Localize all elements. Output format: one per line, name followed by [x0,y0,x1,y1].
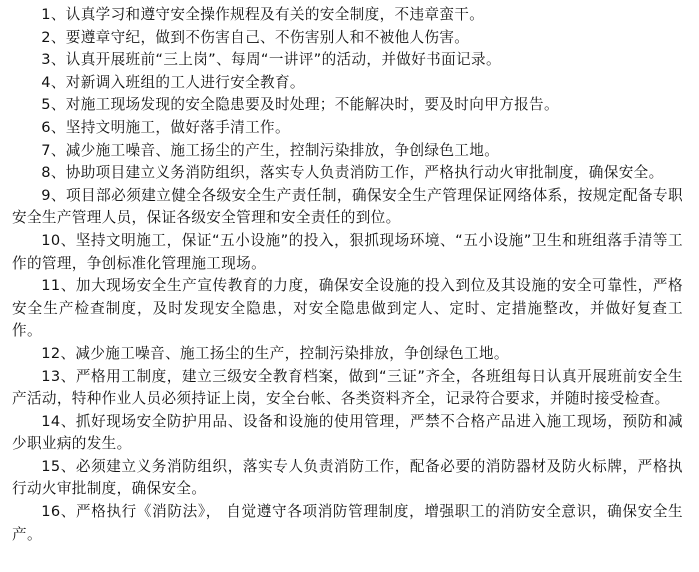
paragraph-7: 7、减少施工噪音、施工扬尘的产生，控制污染排放，争创绿色工地。 [41,141,500,159]
paragraph-11: 11、加大现场安全生产宣传教育的力度，确保安全设施的投入到位及其设施的安全可靠性，严格安全生产检查制度，及时发现安全隐患，对安全隐患做到定人、定时、定措施整改，并做好复查工作。 [12,277,683,340]
paragraph-6: 6、坚持文明施工，做好落手清工作。 [41,118,290,136]
paragraph-12: 12、减少施工噪音、施工扬尘的生产，控制污染排放，争创绿色工地。 [41,344,509,362]
paragraph-10: 10、坚持文明施工，保证“五小设施”的投入，狠抓现场环境、“五小设施”卫生和班组落手清等工作的管理，争创标准化管理施工现场。 [12,231,683,272]
paragraph-5: 5、对施工现场发现的安全隐患要及时处理；不能解决时，要及时向甲方报告。 [41,96,559,114]
paragraph-8: 8、协助项目建立义务消防组织，落实专人负责消防工作，严格执行动火审批制度，确保安全。 [41,164,664,182]
paragraph-3: 3、认真开展班前“三上岗”、每周“一讲评”的活动，并做好书面记录。 [41,51,501,69]
paragraph-2: 2、要遵章守纪，做到不伤害自己、不伤害别人和不被他人伤害。 [41,28,470,46]
paragraph-13: 13、严格用工制度，建立三级安全教育档案，做到“三证”齐全，各班组每日认真开展班前安全生产活动，特种作业人员必须持证上岗，安全台帐、各类资料齐全，记录符合要求，并随时接受检查。 [12,367,683,408]
paragraph-1: 1、认真学习和遵守安全操作规程及有关的安全制度，不违章蛮干。 [41,6,485,23]
paragraph-9: 9、项目部必须建立健全各级安全生产责任制，确保安全生产管理保证网络体系，按规定配备专职安全生产管理人员，保证各级安全管理和安全责任的到位。 [12,186,683,227]
paragraph-14: 14、抓好现场安全防护用品、设备和设施的使用管理，严禁不合格产品进入施工现场，预防和减少职业病的发生。 [12,412,683,453]
paragraph-4: 4、对新调入班组的工人进行安全教育。 [41,73,305,91]
paragraph-16: 16、严格执行《消防法》， 自觉遵守各项消防管理制度，增强职工的消防安全意识，确保安全生产。 [12,503,683,543]
paragraph-15: 15、必须建立义务消防组织，落实专人负责消防工作，配备必要的消防器材及防火标牌，严格执行动火审批制度，确保安全。 [12,457,683,498]
